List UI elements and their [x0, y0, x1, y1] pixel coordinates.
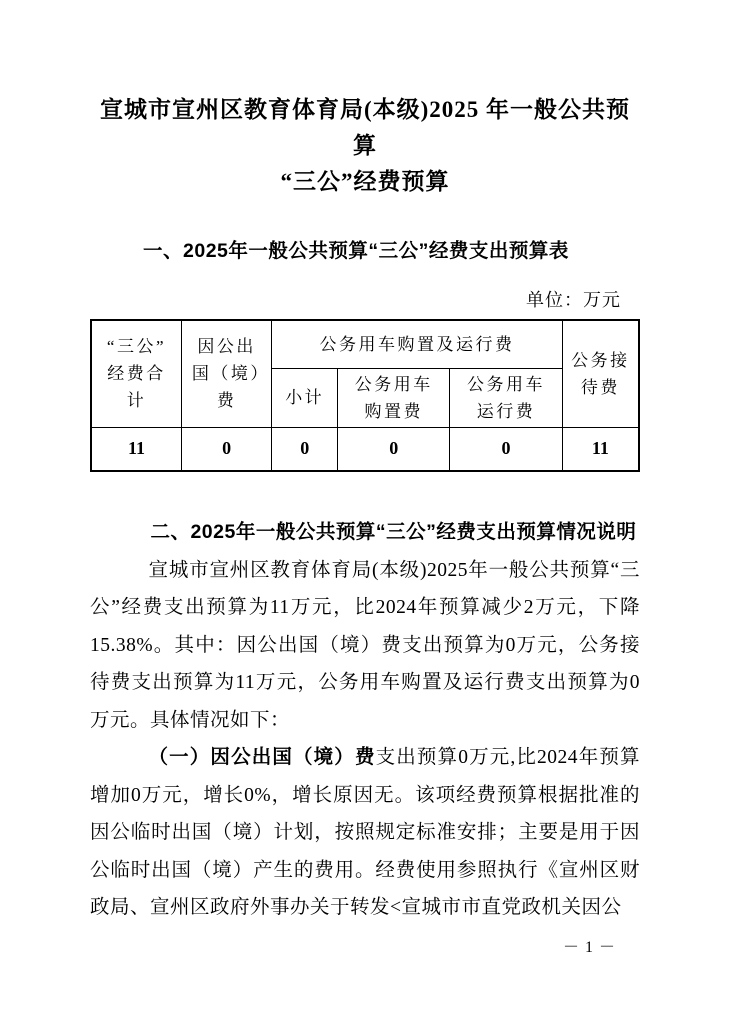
budget-table [90, 319, 640, 472]
col-header-reception: 公务接待费 [562, 320, 639, 427]
cell-reception: 11 [562, 427, 639, 471]
col-header-vehicle-purchase: 公务用车购置费 [338, 368, 450, 427]
col-header-vehicle-operation: 公务用车运行费 [450, 368, 562, 427]
document-title-line1: 宣城市宣州区教育体育局(本级)2025 年一般公共预算 [99, 97, 631, 158]
col-header-vehicle-subtotal: 小计 [272, 368, 338, 427]
paragraph-overview: 宣城市宣州区教育体育局(本级)2025年一般公共预算“三公”经费支出预算为11万元，比2024年预算减少2万元，下降15.38%。其中：因公出国（境）费支出预算为0万元，公务接待费支出预算为11万元，公务用车购置及运行费支出预算为0万元。具体情况如下： [90, 559, 640, 731]
paragraph-abroad-expense-lead: （一）因公出国（境）费 [148, 747, 376, 768]
paragraph-abroad-expense [90, 739, 640, 927]
section2-heading: 二、2025年一般公共预算“三公”经费支出预算情况说明 [150, 521, 637, 543]
col-header-abroad: 因公出国（境）费 [181, 320, 271, 427]
page-number: － 1 － [562, 939, 616, 956]
cell-sangong-total: 11 [91, 427, 181, 471]
section1-heading: 一、2025年一般公共预算“三公”经费支出预算表 [143, 240, 569, 262]
document-title-line2: “三公”经费预算 [280, 169, 450, 194]
cell-vehicle-operation: 0 [450, 427, 562, 471]
cell-vehicle-subtotal: 0 [272, 427, 338, 471]
col-header-sangong-total: “三公”经费合计 [91, 320, 181, 427]
document-title [90, 0, 640, 200]
table-data-row [91, 427, 639, 471]
table-header-row-1 [91, 320, 639, 368]
col-header-vehicle-group: 公务用车购置及运行费 [272, 320, 562, 368]
paragraph-abroad-expense-body: 支出预算0万元,比2024年预算增加0万元，增长0%，增长原因无。该项经费预算根据批准的因公临时出国（境）计划，按照规定标准安排；主要是用于因公临时出国（境）产生的费用。经费使用参照执行《宣州区财政局、宣州区政府外事办关于转发<宣城市市直党政机关因公 [90, 747, 640, 918]
cell-vehicle-purchase: 0 [338, 427, 450, 471]
cell-abroad: 0 [181, 427, 271, 471]
table-unit-label: 单位：万元 [526, 290, 621, 310]
